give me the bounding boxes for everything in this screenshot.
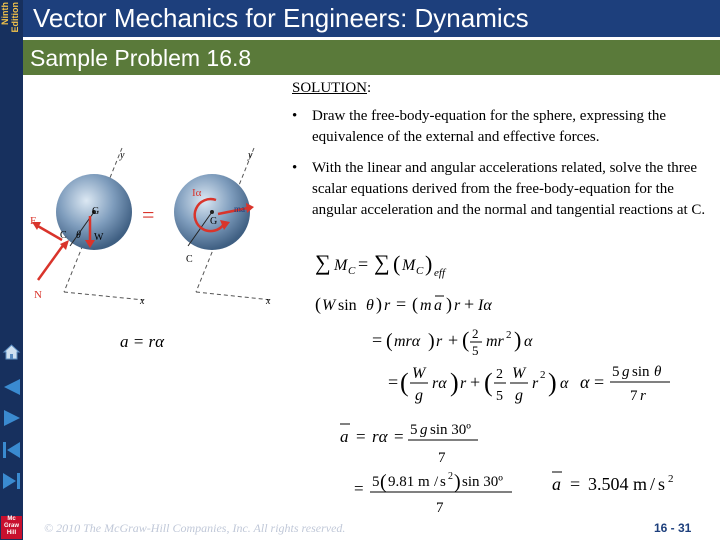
svg-text:(: ( (462, 327, 470, 352)
publisher-logo: Mc Graw Hill (1, 516, 22, 539)
abar-result-equation (552, 472, 674, 494)
svg-text:r: r (460, 375, 467, 392)
svg-text:): ) (428, 330, 435, 352)
svg-text:(: ( (393, 251, 401, 276)
svg-text:2: 2 (448, 471, 453, 482)
first-icon[interactable] (1, 440, 22, 460)
svg-text:9.81 m: 9.81 m (388, 474, 430, 490)
svg-text:): ) (446, 294, 452, 314)
svg-text:/: / (650, 474, 656, 494)
svg-text:): ) (376, 294, 382, 314)
svg-text:a: a (340, 427, 349, 446)
fbd-c-label: C (60, 230, 67, 241)
svg-text:3.504 m: 3.504 m (588, 474, 648, 494)
svg-text:/: / (434, 474, 439, 490)
svg-text:2: 2 (496, 367, 503, 382)
svg-text:5: 5 (372, 474, 380, 490)
svg-text:7: 7 (436, 500, 444, 516)
page-subtitle: Sample Problem 16.8 (30, 45, 252, 71)
moment-sum-equation (315, 250, 447, 279)
svg-text:2: 2 (668, 473, 674, 485)
svg-text:g: g (415, 387, 423, 404)
svg-text:W: W (322, 297, 336, 314)
svg-text:a: a (434, 297, 442, 314)
substitution-weight-equation (388, 365, 569, 404)
svg-text:(: ( (315, 294, 321, 314)
svg-text:rα: rα (432, 375, 447, 392)
kinematic-equation: a = rα (120, 332, 165, 351)
svg-text:7: 7 (438, 450, 446, 466)
abar-numeric-equation (354, 471, 512, 516)
svg-text:5: 5 (496, 389, 503, 404)
copyright-notice: © 2010 The McGraw-Hill Companies, Inc. All rights reserved. (44, 521, 346, 535)
solution-bullet-1: • Draw the free-body-equation for the sphere, expressing the equivalence of the external and effective forces. (292, 108, 667, 145)
svg-text:Iα: Iα (478, 297, 492, 314)
edition-line1: Ninth (0, 2, 10, 25)
svg-text:=: = (372, 330, 383, 350)
svg-text:): ) (450, 368, 459, 397)
svg-text:): ) (548, 368, 557, 397)
svg-text:mr: mr (486, 333, 504, 350)
kd-g-label: G (210, 216, 218, 227)
svg-text:): ) (514, 327, 522, 352)
svg-text:sin: sin (632, 364, 650, 380)
fbd-theta-label: θ (76, 230, 81, 241)
svg-text:5: 5 (612, 364, 620, 380)
equations-panel (110, 250, 710, 520)
fbd-w-label: W (94, 232, 104, 243)
kd-x-label: x (266, 296, 271, 307)
substitution-mass-equation (372, 326, 533, 358)
svg-text:rα: rα (372, 427, 388, 446)
svg-text:=: = (356, 427, 366, 446)
solution-heading: SOLUTION: (292, 80, 372, 96)
svg-text:α: α (580, 372, 590, 392)
svg-text:=: = (358, 254, 369, 274)
svg-text:C: C (348, 265, 356, 277)
svg-text:=: = (570, 474, 581, 494)
kd-c-label: C (186, 254, 193, 265)
svg-text:(: ( (386, 330, 393, 352)
svg-text:g: g (622, 364, 630, 380)
edition-label (0, 0, 22, 40)
svg-text:r: r (640, 388, 646, 404)
previous-icon[interactable] (1, 377, 22, 397)
svg-text:mrα: mrα (394, 333, 421, 350)
fbd-f-label: F (30, 215, 37, 227)
svg-text:=: = (396, 294, 407, 314)
home-icon[interactable] (1, 342, 22, 362)
svg-text:(: ( (400, 368, 409, 397)
svg-text:M: M (334, 257, 348, 274)
fbd-y-label: y (120, 150, 125, 161)
svg-text:sin: sin (338, 297, 357, 314)
svg-text:r: r (532, 375, 539, 392)
moment-expanded-equation (315, 294, 492, 315)
fbd-n-label: N (34, 289, 42, 301)
svg-text:(: ( (412, 294, 418, 314)
solution-bullet-2: • With the linear and angular accelerations related, solve the three scalar equations derived from the free-body-equation for the angular acceleration and the normal and tangential reactions at C. (292, 160, 706, 218)
svg-text:=: = (354, 479, 364, 498)
svg-text:∑: ∑ (374, 250, 390, 275)
svg-text:M: M (402, 257, 416, 274)
kd-y-label: y (248, 150, 253, 161)
alpha-result-equation (580, 364, 670, 404)
svg-text:eff: eff (434, 267, 445, 279)
svg-text:): ) (454, 471, 461, 493)
page-title: Vector Mechanics for Engineers: Dynamics (33, 3, 529, 33)
svg-text:5: 5 (410, 422, 418, 438)
svg-text:W: W (512, 365, 526, 382)
svg-text:g: g (420, 422, 428, 438)
svg-text:g: g (515, 387, 523, 404)
svg-text:r: r (436, 333, 443, 350)
svg-text:5: 5 (472, 343, 479, 358)
svg-text:α: α (560, 375, 569, 392)
edition-line2: Edition (10, 2, 20, 33)
fbd-g-label: G (92, 206, 100, 217)
last-icon[interactable] (1, 471, 22, 491)
svg-text:sin 30º: sin 30º (462, 474, 503, 490)
svg-text:=: = (388, 372, 399, 392)
svg-text:+: + (448, 330, 459, 350)
svg-text:C: C (416, 265, 424, 277)
next-icon[interactable] (1, 408, 22, 428)
svg-text:+: + (470, 372, 481, 392)
svg-text:+: + (464, 294, 475, 314)
svg-text:r: r (454, 297, 461, 314)
svg-text:sin 30º: sin 30º (430, 422, 471, 438)
fbd-x-label: x (140, 296, 145, 307)
kd-ialpha-label: Iα (192, 187, 202, 199)
page-number: 16 - 31 (654, 521, 692, 535)
svg-text:∑: ∑ (315, 250, 331, 275)
friction-arrow (36, 225, 62, 240)
svg-text:): ) (425, 251, 433, 276)
svg-text:2: 2 (472, 326, 479, 341)
svg-text:(: ( (484, 368, 493, 397)
svg-text:2: 2 (506, 329, 512, 341)
svg-text:m: m (420, 297, 432, 314)
svg-text:s: s (658, 474, 666, 494)
svg-text:α: α (524, 333, 533, 350)
equivalence-sign: = (142, 202, 155, 227)
svg-text:=: = (394, 427, 404, 446)
svg-text:r: r (384, 297, 391, 314)
svg-text:s: s (440, 474, 446, 490)
svg-text:2: 2 (540, 369, 546, 381)
abar-formula-equation (340, 422, 478, 466)
svg-text:W: W (412, 365, 426, 382)
svg-text:=: = (594, 372, 605, 392)
svg-text:(: ( (380, 471, 387, 493)
svg-text:a: a (552, 474, 561, 494)
kd-ma-label: ma (234, 204, 245, 214)
svg-text:7: 7 (630, 388, 638, 404)
svg-text:θ: θ (366, 297, 374, 314)
normal-arrow (38, 244, 64, 280)
svg-text:θ: θ (654, 364, 662, 380)
